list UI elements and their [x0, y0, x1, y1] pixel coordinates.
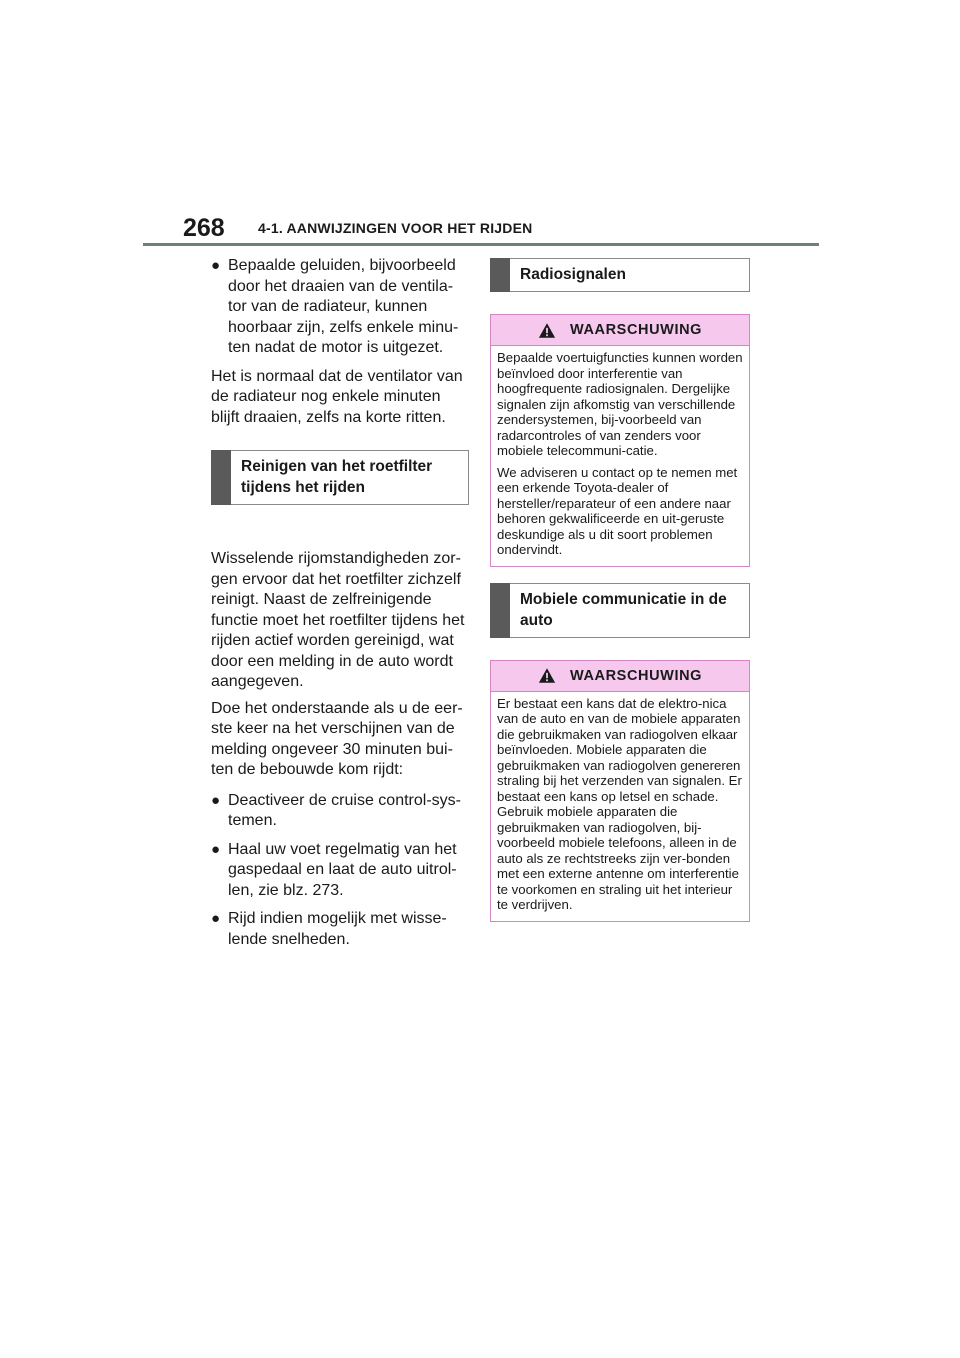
section-heading — [490, 258, 750, 292]
section-heading — [490, 583, 750, 638]
paragraph: Wisselende rijomstandigheden zor-gen ervoor dat het roetfilter zichzelf reinigt. Naast de zelfreinigende functie moet het roetfilter tijdens het rijden actief worden gereinigd, wat door een melding in de auto wordt aangegeven. — [211, 550, 465, 690]
right-column — [490, 258, 750, 922]
list-item — [211, 256, 469, 359]
section-heading — [211, 450, 469, 505]
section-heading-bar — [211, 450, 231, 505]
bullet-dot: ● — [211, 791, 221, 809]
section-heading-text: Mobiele communicatie in de auto — [520, 590, 727, 629]
list-item-text: Deactiveer de cruise control-sys-temen. — [228, 791, 461, 829]
warning-header — [491, 661, 749, 692]
section-heading-bar — [490, 583, 510, 638]
warning-header — [491, 315, 749, 346]
warning-body — [491, 346, 749, 566]
warning-triangle-icon — [538, 322, 556, 339]
list-item-text: Rijd indien mogelijk met wisse-lende snelheden. — [228, 910, 447, 948]
section-heading-bar — [490, 258, 510, 292]
bullet-dot: ● — [211, 910, 221, 927]
warning-label: WAARSCHUWING — [569, 322, 703, 338]
section-heading-text: Radiosignalen — [520, 266, 626, 283]
paragraph: Doe het onderstaande als u de eer-ste keer na het verschijnen van de melding ongeveer 30 minuten bui-ten de bebouwde kom rijdt: — [211, 699, 463, 778]
bullet-dot: ● — [211, 840, 221, 858]
warning-text: Er bestaat een kans dat de elektro-nica van de auto en van de mobiele apparaten die gebruikmaken van radiogolven elkaar beïnvloeden. Mobiele apparaten die gebruikmaken van radiogolven genereren straling bij het verzenden van signalen. Er bestaat een kans op letsel en schade. Gebruik mobiele apparaten die gebruikmaken van radiogolven, bij-voorbeeld mobiele telefoons, alleen in de auto als ze rechtstreeks zijn ver-bonden met een externe antenne om interferentie te voorkomen en straling uit het interieur te verdrijven. — [497, 695, 742, 912]
list-item — [211, 791, 469, 832]
list-item-text: Haal uw voet regelmatig van het gaspedaal en laat de auto uitrol-len, zie blz. 273. — [228, 840, 457, 899]
page-number: 268 — [183, 214, 225, 242]
list-item — [211, 840, 469, 902]
warning-box — [490, 660, 750, 922]
warning-body — [491, 692, 749, 921]
bullet-dot: ● — [211, 257, 221, 274]
warning-box — [490, 314, 750, 567]
paragraph: Het is normaal dat de ventilator van de radiateur nog enkele minuten blijft draaien, zelfs na korte ritten. — [211, 367, 463, 426]
warning-triangle-icon — [538, 667, 556, 684]
warning-label: WAARSCHUWING — [569, 667, 703, 684]
chapter-title: 4-1. AANWIJZINGEN VOOR HET RIJDEN — [258, 220, 533, 236]
left-column — [211, 256, 469, 958]
list-item — [211, 909, 469, 950]
section-heading-text: Reinigen van het roetfilter tijdens het rijden — [241, 458, 433, 496]
header-rule — [143, 243, 819, 246]
list-item-text: Bepaalde geluiden, bijvoorbeeld door het draaien van de ventila-tor van de radiateur, kunnen hoorbaar zijn, zelfs enkele minu-ten nadat de motor is uitgezet. — [228, 257, 459, 356]
warning-text: We adviseren u contact op te nemen met een erkende Toyota-dealer of hersteller/reparateur of een andere naar behoren gekwalificeerde en uit-geruste deskundige als u dit soort problemen ondervindt. — [497, 464, 738, 557]
warning-text: Bepaalde voertuigfuncties kunnen worden beïnvloed door interferentie van hoogfrequente radiosignalen. Dergelijke signalen zijn afkomstig van verschillende zendersystemen, bij-voorbeeld van radarcontroles of van zenders voor mobiele telecommuni-catie. — [497, 350, 743, 458]
